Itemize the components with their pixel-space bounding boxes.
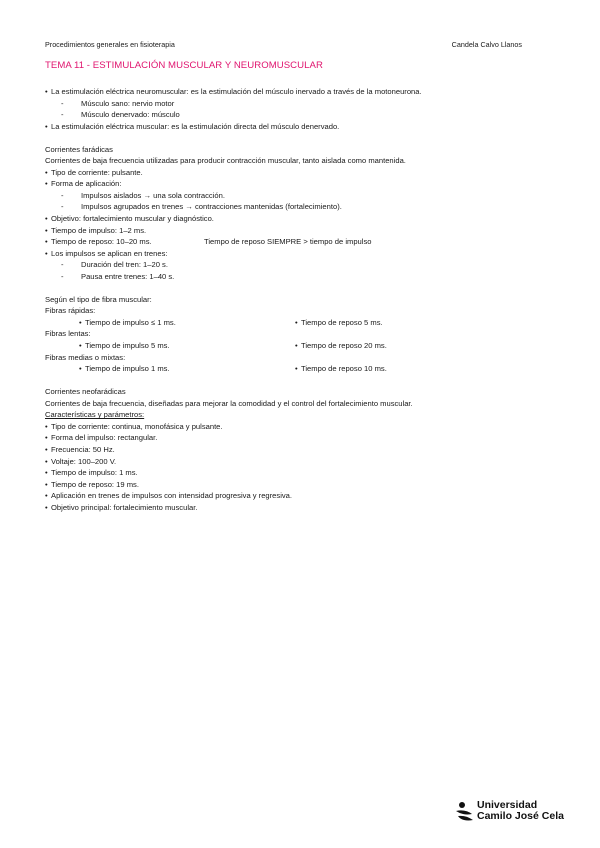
list-item: • Tiempo de impulso: 1 ms. — [45, 468, 138, 478]
document-body — [45, 86, 545, 513]
list-item: • Tiempo de impulso 1 ms. • Tiempo de reposo 10 ms. — [79, 364, 387, 374]
section-subheading: Según el tipo de fibra muscular: — [45, 294, 152, 304]
list-item: • Tiempo de impulso: 1–2 ms. — [45, 225, 147, 235]
list-item: • Los impulsos se aplican en trenes: — [45, 248, 168, 258]
fiber-label: Fibras lentas: — [45, 329, 91, 339]
header-right: Candela Calvo Llanos — [451, 40, 522, 49]
list-item: • Tiempo de reposo: 10–20 ms. Tiempo de reposo SIEMPRE > tiempo de impulso — [45, 237, 372, 247]
fiber-label: Fibras rápidas: — [45, 306, 96, 316]
list-item: - Impulsos agrupados en trenes → contracciones mantenidas (fortalecimiento). — [61, 202, 342, 212]
list-item: • Frecuencia: 50 Hz. — [45, 444, 115, 454]
list-item: - Impulsos aislados → una sola contracción. — [61, 190, 225, 200]
fiber-label: Fibras medias o mixtas: — [45, 352, 126, 362]
list-item: • Tiempo de impulso ≤ 1 ms. • Tiempo de reposo 5 ms. — [79, 317, 383, 327]
paragraph: Corrientes de baja frecuencia utilizadas para producir contracción muscular, tanto aislada como mantenida. — [45, 156, 406, 166]
logo-mark-icon — [455, 801, 475, 825]
list-item: - Pausa entre trenes: 1–40 s. — [61, 271, 175, 281]
university-logo — [455, 800, 565, 828]
section-heading: Corrientes farádicas — [45, 144, 113, 154]
list-item: • Tipo de corriente: continua, monofásica y pulsante. — [45, 421, 223, 431]
section-heading: Corrientes neofarádicas — [45, 387, 126, 397]
section-subheading: Características y parámetros: — [45, 410, 145, 420]
list-item: - Duración del tren: 1–20 s. — [61, 260, 168, 270]
reposo-note: Tiempo de reposo SIEMPRE > tiempo de impulso — [204, 237, 372, 247]
list-item: • Tipo de corriente: pulsante. — [45, 167, 143, 177]
list-item: • Tiempo de reposo: 19 ms. — [45, 479, 139, 489]
list-item: • Objetivo principal: fortalecimiento muscular. — [45, 502, 198, 512]
page-title: TEMA 11 - ESTIMULACIÓN MUSCULAR Y NEUROMUSCULAR — [45, 60, 323, 71]
list-item: • La estimulación eléctrica muscular: es la estimulación directa del músculo denervado. — [45, 121, 340, 131]
list-item: - Músculo denervado: músculo — [61, 110, 180, 120]
list-item: • La estimulación eléctrica neuromuscular: es la estimulación del músculo inervado a través de la motoneurona. — [45, 87, 422, 96]
list-item: • Forma del impulso: rectangular. — [45, 433, 158, 443]
paragraph: Corrientes de baja frecuencia, diseñadas para mejorar la comodidad y el control del fortalecimiento muscular. — [45, 398, 413, 408]
list-item: • Objetivo: fortalecimiento muscular y diagnóstico. — [45, 214, 214, 224]
list-item: - Músculo sano: nervio motor — [61, 98, 175, 108]
list-item: • Aplicación en trenes de impulsos con intensidad progresiva y regresiva. — [45, 491, 293, 501]
logo-text: Universidad Camilo José Cela — [477, 799, 564, 822]
list-item: • Voltaje: 100–200 V. — [45, 456, 117, 466]
list-item: • Tiempo de impulso 5 ms. • Tiempo de reposo 20 ms. — [79, 341, 387, 351]
header-left: Procedimientos generales en fisioterapia — [45, 40, 175, 49]
list-item: • Forma de aplicación: — [45, 179, 122, 189]
